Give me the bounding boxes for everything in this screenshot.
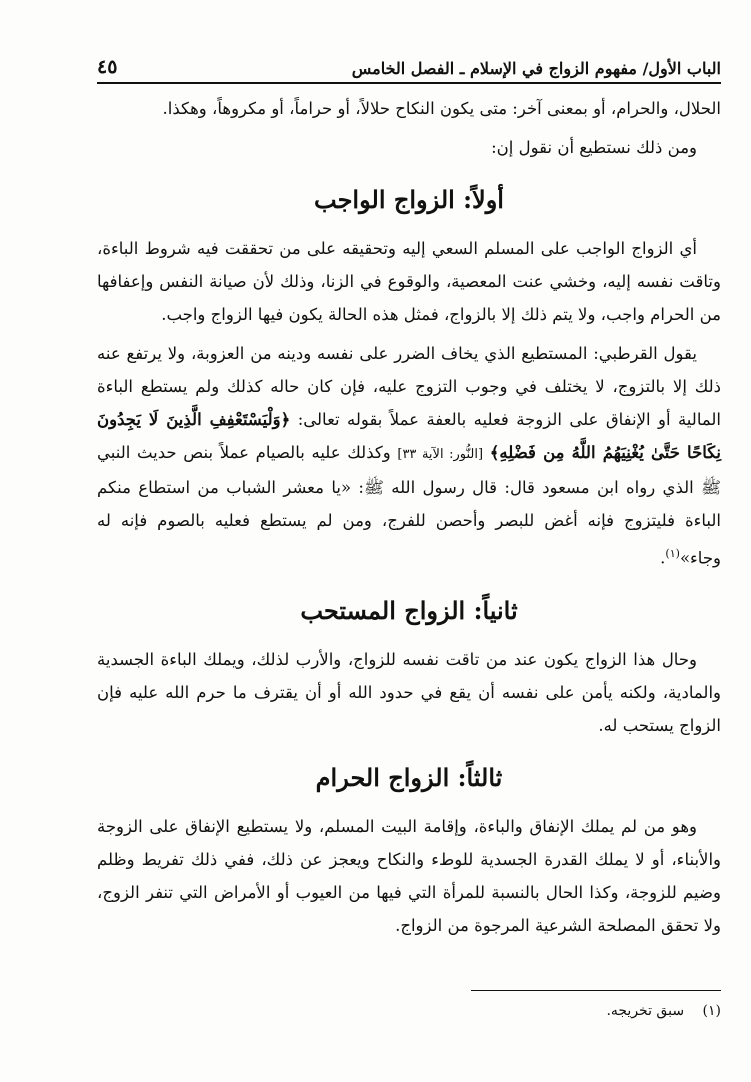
footnote-text: سبق تخريجه. xyxy=(606,1003,685,1019)
section-heading-recommended: ثانياً: الزواج المستحب xyxy=(300,595,518,625)
footnote-separator xyxy=(471,990,721,991)
intro-lead-in: ومن ذلك نستطيع أن نقول إن: xyxy=(491,138,697,157)
header-title: الباب الأول/ مفهوم الزواج في الإسلام ـ الفصل الخامس xyxy=(351,59,721,78)
section-heading-obligatory: أولاً: الزواج الواجب xyxy=(314,185,504,214)
qurtubi-text-continued: وكذلك عليه بالصيام عملاً بنص حديث النبي ﷺ الذي رواه ابن مسعود قال: قال رسول الله ﷺ: xyxy=(97,443,722,497)
hadith-quote: «يا معشر الشباب من استطاع منكم الباءة فليتزوج فإنه أغض للبصر وأحصن للفرج، ومن لم يستطع فعليه بالصوم فإنه له وجاء» xyxy=(97,478,721,568)
section1-paragraph: أي الزواج الواجب على المسلم السعي إليه وتحقيقه على من تحققت فيه شروط الباءة، وتاقت نفسه إليه، وخشي عنت المعصية، والوقوع في الزنا، وذلك لأن صيانة النفس وإعفافها من الحرام واجب، ولا يتم ذلك إلا بالزواج، فمثل هذه الحالة يكون فيها الزواج واجب. xyxy=(97,239,721,324)
quran-verse: ﴿وَلْيَسْتَعْفِفِ الَّذِينَ لَا يَجِدُونَ نِكَاحًا حَتَّىٰ يُغْنِيَهُمُ اللَّهُ مِن فَضْلِهِ﴾ xyxy=(97,410,722,462)
intro-paragraph: الحلال، والحرام، أو بمعنى آخر: متى يكون النكاح حلالاً، أو حراماً، أو مكروهاً، وهكذا. xyxy=(162,99,721,118)
qurtubi-paragraph: يقول القرطبي: المستطيع الذي يخاف الضرر على نفسه ودينه من العزوبة، ولا يرتفع عنه ذلك إلا بالتزوج، لا يختلف في وجوب التزوج عليه، فإن كان حاله كذلك ولم يستطع الباءة المالية أو الإنفاق على الزوجة فعليه بالعفة عملاً بقوله تعالى: ﴿وَلْيَسْتَعْفِفِ الَّذِينَ لَا يَجِدُونَ نِكَاحًا حَتَّىٰ يُغْنِيَهُمُ اللَّهُ مِن فَضْلِهِ﴾ [النُّور: الآية ٣٣] وكذلك عليه بالصيام عملاً بنص حديث النبي ﷺ الذي رواه ابن مسعود قال: قال رسول الله ﷺ: «يا معشر الشباب من استطاع منكم الباءة فليتزوج فإنه أغض للبصر وأحصن للفرج، ومن لم يستطع فعليه بالصوم فإنه له وجاء»$^{(١)}$. xyxy=(97,344,722,568)
footnote xyxy=(97,1000,721,1022)
section3-paragraph: وهو من لم يملك الإنفاق والباءة، وإقامة البيت المسلم، ولا يستطيع الإنفاق على الزوجة والأبناء، أو لا يملك القدرة الجسدية للوطء والنكاح ويعجز عن ذلك، ففي ذلك تفريط وظلم وضيم للزوجة، وكذا الحال بالنسبة للمرأة التي فيها من العيوب أو الأمراض التي تنفر الزوج، ولا تحقق المصلحة الشرعية المرجوة من الزواج. xyxy=(97,816,721,935)
verse-reference: [النُّور: الآية ٣٣] xyxy=(397,447,484,462)
qurtubi-text: يقول القرطبي: المستطيع الذي يخاف الضرر على نفسه ودينه من العزوبة، ولا يرتفع عنه ذلك إلا بالتزوج، لا يختلف في وجوب التزوج عليه، فإن كان حاله كذلك ولم يستطع الباءة المالية أو الإنفاق على الزوجة فعليه بالعفة عملاً بقوله تعالى: xyxy=(97,344,721,429)
footnote-marker: (١) xyxy=(665,547,680,560)
section-heading-forbidden: ثالثاً: الزواج الحرام xyxy=(315,762,503,792)
section2-paragraph: وحال هذا الزواج يكون عند من تاقت نفسه للزواج، والأرب لذلك، ويملك الباءة الجسدية والمادية، ولكنه يأمن على نفسه أن يقع في حدود الله أو أن يقترف ما حرم الله عليه فإن الزواج يستحب له. xyxy=(97,649,721,735)
running-header xyxy=(97,52,721,84)
main-content xyxy=(97,92,721,942)
page-number: ٤٥ xyxy=(97,56,118,78)
footnote-number: (١) xyxy=(702,1003,721,1019)
